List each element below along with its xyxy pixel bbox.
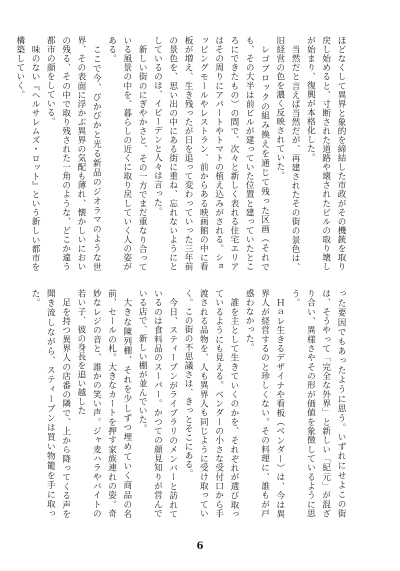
- paragraph: 今日、スティーブンがライブラリのメンバーと訪れているのは食料品のスーパー。かつての顔見知りが営んでいる店で、新しい棚が並んでいた。: [137, 289, 178, 518]
- paragraph: 新しい街のにぎやかさと、その一方でまだ重なり合っている風景の中を、暮らしの近くに取り戻していく人の姿がある。: [106, 36, 148, 271]
- paragraph: 誰を主として生きていくのかを、それぞれが選び取っているようにも見える。ベンダーの小さな受付口から手渡される品物を、人も異界人も同じように受け取っていく。この街の不思議さは、きっとそこにある。: [183, 289, 239, 518]
- lower-text-block: [30, 289, 348, 518]
- upper-text-block: [14, 36, 348, 271]
- paragraph: Ｈａレ生きるデザイナや看板（ベンダー）は、今は異界人が経営するのと珍しくない。その料理に、誰もが戸惑わなかった。: [244, 289, 285, 518]
- paragraph: 足を持つ異界人の店番の隣で、上から降ってくる声を聞き流しながら、スティーブンは買い物籠を手に取った。: [30, 289, 71, 518]
- page-number: 6: [196, 541, 204, 552]
- paragraph: った要因でもあったように思う。いずれにせよこの街は、そうやって「完全な外界」と新しい「紀元」が混ざり合い、異様さやその形が価値を象徴しているように思う。: [290, 289, 346, 518]
- paragraph: 大きな陳列棚、それを少しずつ埋めていく商品の名前、セールの札。大きなカートを押す家族連れの姿。奇妙なレジの音と、誰かの笑い声。ジャ麦ハラやバイトの若い子、彼の身長を追い越した: [75, 289, 132, 518]
- paragraph: 味のない『ヘルサレムズ・ロット』という新しい都市を構築していく。: [14, 36, 41, 271]
- paragraph: ここで今、びかびかと光る新品のジオラマのような世界、その表面に浮かぶ異界の気配も薄れ、懐かしいにおいの残る、その中で取り残された一角のような、どこか違う都市の顔をしている。: [45, 36, 102, 271]
- paragraph: レゴブロックの組み換えを通じて残った区画（それでも、その大半は前ビルが建っていた位置と建っていたところにできたもの）の間で、次々と新しく表れる住宅エリアはその周りにアパートやトマトの植え込みがされる。ショッピングモールやレストラン、前からある映画館の中に看板が増え、生き残ったが日を追って変わっていった三年前の景色を、思い出の中にある街に重ね、忘れないようにとしているのは、イビーデンと人々は言った。: [152, 36, 270, 271]
- paragraph: 当然だと言えば当然だが、再建されたその街の景色は、旧経営の色を濃く反映されていた。: [274, 36, 301, 271]
- paragraph: ほどなくして異界と象的を締結した市政がその機銃を取り戻し始めると、寸断された道路や壊されたビルの取り壊しが始まり、復興が本格化した。: [305, 36, 346, 271]
